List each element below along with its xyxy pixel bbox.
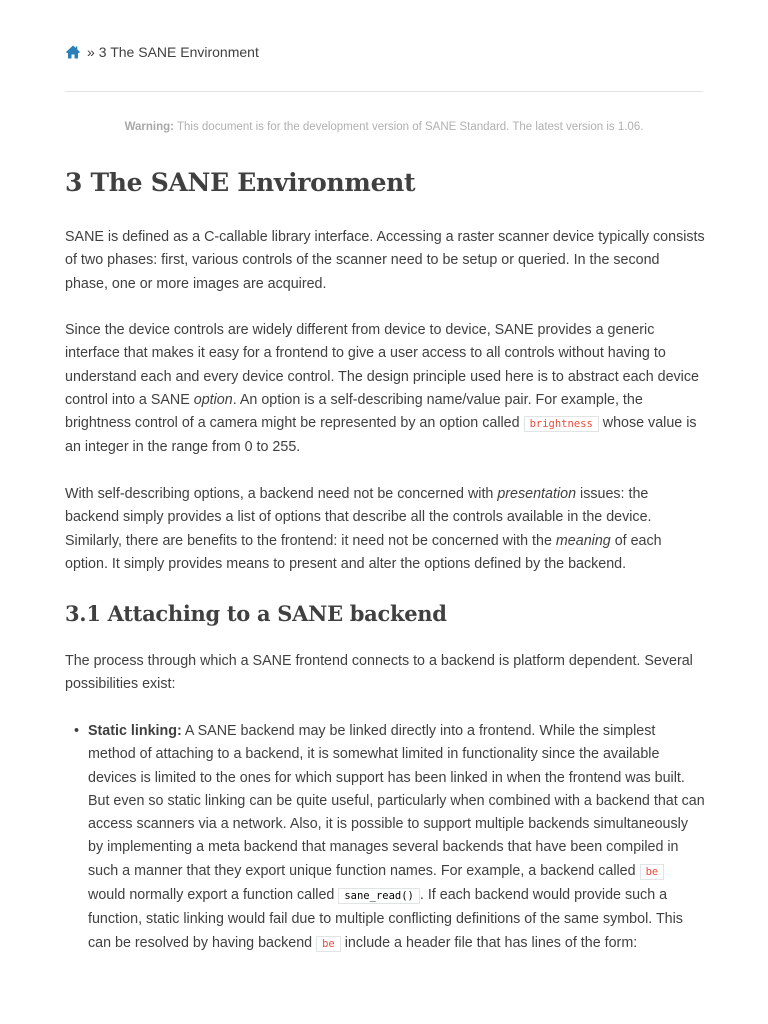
intro-paragraph-3 (65, 483, 705, 576)
version-warning (65, 121, 703, 133)
p3-text-a: With self-describing options, a backend need not be concerned with (65, 486, 498, 502)
item-label: Static linking: (88, 723, 182, 739)
code-be: be (640, 864, 665, 880)
p3-text-c: of each option. It simply provides means to present and alter the options defined by the backend. (65, 532, 662, 572)
p2-text-a: Since the device controls are widely different from device to device, SANE provides a generic interface that makes it easy for a frontend to give a user access to all controls without having to understand each and every device control. The design principle used here is to abstract each device control into a SANE (65, 322, 699, 408)
warning-text: This document is for the development version of SANE Standard. The latest version is 1.06. (174, 121, 644, 133)
p2-text-c: whose value is an integer in the range from 0 to 255. (65, 415, 697, 456)
warning-label: Warning: (124, 121, 174, 133)
breadcrumb (65, 44, 259, 60)
item-text-d: include a header file that has lines of the form: (340, 934, 638, 951)
list-item (65, 720, 705, 956)
p3-emphasis-meaning: meaning (555, 532, 611, 549)
code-sane-read: sane_read() (338, 888, 420, 904)
p2-text-b: . An option is a self-describing name/value pair. For example, the brightness control of a camera might be represented by an option called (65, 391, 643, 432)
section-paragraph-1: The process through which a SANE frontend connects to a backend is platform dependent. Several possibilities exist: (65, 653, 693, 693)
breadcrumb-current: 3 The SANE Environment (98, 44, 259, 60)
page-title: 3 The SANE Environment (65, 168, 416, 197)
breadcrumb-separator: » (87, 44, 95, 60)
intro-paragraph-2 (65, 319, 705, 460)
list-bullet: • (74, 723, 80, 739)
code-brightness: brightness (524, 416, 599, 432)
p2-emphasis: option (193, 391, 233, 408)
item-text-c: . If each backend would provide such a function, static linking would fail due to multiple conflicting definitions of the same symbol. This can be resolved by having backend (88, 887, 683, 951)
p3-emphasis-presentation: presentation (497, 486, 577, 502)
item-text-a: A SANE backend may be linked directly into a frontend. While the simplest method of attaching to a backend, it is somewhat limited in functionality since the available devices is limited to the ones for which support has been linked in when the frontend was built. But even so static linking can be quite useful, particularly when combined with a backend that can access scanners via a network. Also, it is possible to support multiple backends simultaneously by implementing a meta backend that manages several backends that have been compiled in such a manner that they export unique function names. For example, a backend called (88, 723, 705, 879)
possibilities-list (65, 720, 705, 956)
home-icon[interactable] (65, 44, 81, 60)
intro-paragraph-1: SANE is defined as a C-callable library interface. Accessing a raster scanner device typically consists of two phases: first, various controls of the scanner need to be setup or queried. In the second phase, one or more images are acquired. (65, 229, 705, 292)
section-title: 3.1 Attaching to a SANE backend (65, 601, 447, 626)
header-divider (65, 91, 703, 92)
p3-text-b: issues: the backend simply provides a list of options that describe all the controls available in the device. Similarly, there are benefits to the frontend: it need not be concerned with the (65, 486, 652, 549)
code-be-2: be (316, 936, 341, 952)
item-text-b: would normally export a function called (88, 887, 339, 904)
